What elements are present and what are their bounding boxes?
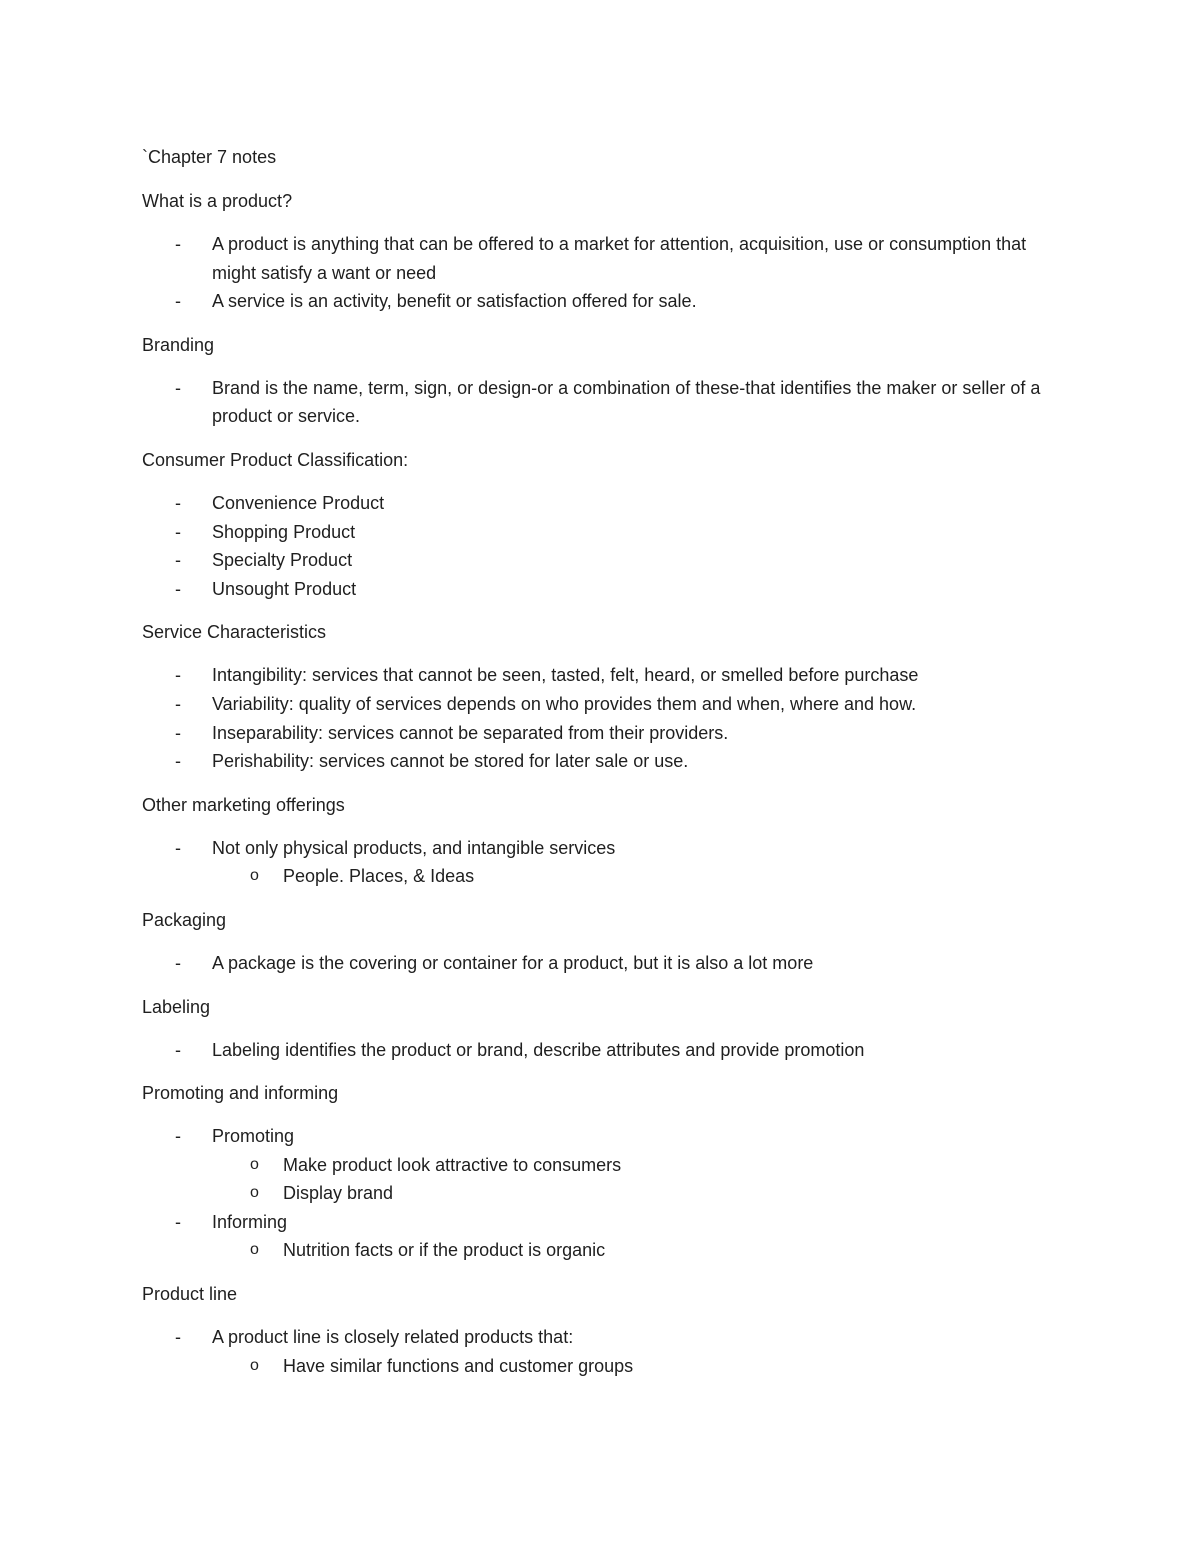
bullet-item	[142, 661, 1062, 690]
dash-bullet-icon: -	[175, 550, 181, 571]
item-text: Shopping Product	[212, 521, 356, 542]
bullet-item	[142, 949, 1062, 978]
bullet-item	[142, 1036, 1062, 1065]
item-text: Unsought Product	[212, 578, 357, 599]
bullet-item	[142, 230, 1062, 287]
dash-bullet-icon: -	[175, 234, 181, 254]
item-text: Inseparability: services cannot be separated from their providers.	[212, 722, 729, 743]
item-text: Intangibility: services that cannot be seen, tasted, felt, heard, or smelled before purchase	[212, 665, 919, 686]
dash-bullet-icon: -	[175, 952, 181, 973]
section	[142, 446, 1062, 603]
item-text: Have similar functions and customer groups	[283, 1355, 634, 1376]
dash-bullet-icon: -	[175, 377, 181, 398]
document-body	[142, 143, 1062, 1395]
bullet-item	[142, 287, 1062, 316]
item-text: Labeling identifies the product or brand, describe attributes and provide promotion	[212, 1039, 865, 1060]
item-text: Convenience Product	[212, 492, 385, 513]
item-text: Make product look attractive to consumers	[283, 1154, 622, 1175]
circle-bullet-icon: o	[250, 1241, 259, 1259]
sub-bullet-item	[142, 862, 1062, 891]
item-text: Promoting	[212, 1126, 295, 1147]
dash-bullet-icon: -	[175, 722, 181, 743]
section-heading: Packaging	[142, 909, 227, 930]
circle-bullet-icon: o	[250, 1184, 259, 1202]
section	[142, 791, 1062, 891]
item-text: People. Places, & Ideas	[283, 866, 475, 887]
bullet-item	[142, 374, 1062, 431]
dash-bullet-icon: -	[175, 1327, 181, 1348]
section-heading: Product line	[142, 1284, 238, 1305]
bullet-item	[142, 747, 1062, 776]
bullet-item	[142, 518, 1062, 547]
bullet-item	[142, 719, 1062, 748]
dash-bullet-icon: -	[175, 837, 181, 858]
sub-bullet-item	[142, 1236, 1062, 1265]
circle-bullet-icon: o	[250, 1155, 259, 1173]
dash-bullet-icon: -	[175, 1126, 181, 1147]
bullet-item	[142, 834, 1062, 863]
sections-container	[142, 187, 1062, 1380]
sub-bullet-item	[142, 1179, 1062, 1208]
bullet-item	[142, 489, 1062, 518]
section	[142, 906, 1062, 978]
dash-bullet-icon: -	[175, 492, 181, 513]
section	[142, 187, 1062, 316]
dash-bullet-icon: -	[175, 291, 181, 312]
item-text: Brand is the name, term, sign, or design-or a combination of these-that identifies the maker or seller of a product or service.	[212, 377, 1041, 427]
dash-bullet-icon: -	[175, 693, 181, 714]
dash-bullet-icon: -	[175, 751, 181, 772]
section-heading: Consumer Product Classification:	[142, 449, 409, 470]
dash-bullet-icon: -	[175, 665, 181, 686]
dash-bullet-icon: -	[175, 1039, 181, 1060]
bullet-item	[142, 546, 1062, 575]
section	[142, 331, 1062, 431]
section	[142, 1079, 1062, 1265]
section-heading: What is a product?	[142, 191, 293, 211]
bullet-item	[142, 1208, 1062, 1237]
dash-bullet-icon: -	[175, 1211, 181, 1232]
section	[142, 993, 1062, 1065]
document-title: `Chapter 7 notes	[142, 147, 277, 167]
bullet-item	[142, 575, 1062, 604]
item-text: Nutrition facts or if the product is organic	[283, 1240, 606, 1261]
bullet-item	[142, 690, 1062, 719]
section-heading: Labeling	[142, 996, 211, 1017]
sub-bullet-item	[142, 1352, 1062, 1381]
item-text: Not only physical products, and intangible services	[212, 837, 616, 858]
dash-bullet-icon: -	[175, 578, 181, 599]
section-heading: Promoting and informing	[142, 1083, 339, 1104]
item-text: Specialty Product	[212, 550, 353, 571]
circle-bullet-icon: o	[250, 867, 259, 885]
item-text: A product is anything that can be offered to a market for attention, acquisition, use or consumption that might satisfy a want or need	[212, 234, 1027, 283]
dash-bullet-icon: -	[175, 521, 181, 542]
bullet-item	[142, 1323, 1062, 1352]
item-text: Variability: quality of services depends on who provides them and when, where and how.	[212, 693, 917, 714]
item-text: Display brand	[283, 1183, 394, 1204]
item-text: A package is the covering or container for a product, but it is also a lot more	[212, 952, 814, 973]
circle-bullet-icon: o	[250, 1356, 259, 1374]
bullet-item	[142, 1122, 1062, 1151]
section-heading: Other marketing offerings	[142, 794, 345, 815]
section-heading: Branding	[142, 334, 215, 355]
item-text: Informing	[212, 1211, 288, 1232]
item-text: Perishability: services cannot be stored for later sale or use.	[212, 751, 689, 772]
section	[142, 1280, 1062, 1380]
section-heading: Service Characteristics	[142, 622, 327, 643]
sub-bullet-item	[142, 1151, 1062, 1180]
item-text: A service is an activity, benefit or satisfaction offered for sale.	[212, 291, 697, 312]
item-text: A product line is closely related products that:	[212, 1327, 574, 1348]
section	[142, 618, 1062, 775]
